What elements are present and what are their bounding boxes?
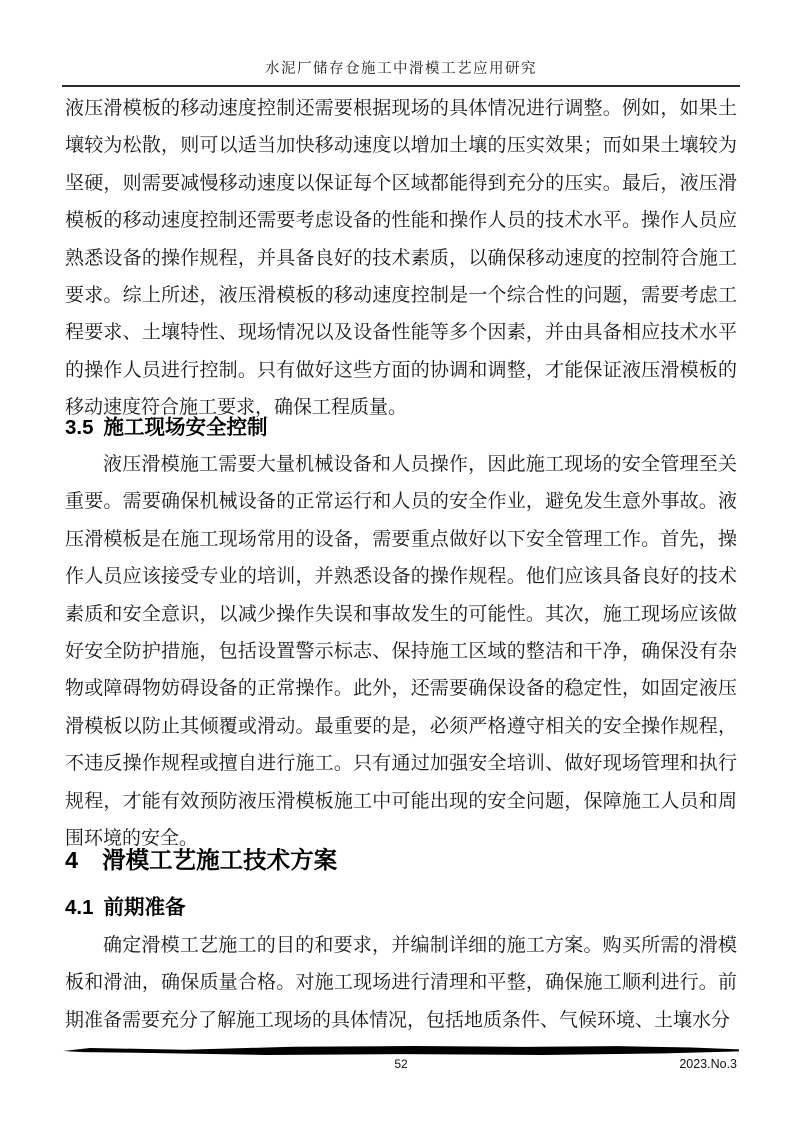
text-line: 好安全防护措施，包括设置警示标志、保持施工区域的整洁和干净，确保没有杂 xyxy=(65,640,737,662)
text-line: 移动速度符合施工要求，确保工程质量。 xyxy=(65,397,408,419)
footer-bar xyxy=(63,1046,739,1055)
text-line: 作人员应该接受专业的培训，并熟悉设备的操作规程。他们应该具备良好的技术 xyxy=(65,566,737,588)
text-line: 围环境的安全。 xyxy=(65,827,199,849)
text-line: 滑模板以防止其倾覆或滑动。最重要的是，必须严格遵守相关的安全操作规程， xyxy=(65,715,737,737)
page-number: 52 xyxy=(394,1057,408,1071)
chapter-heading-4 xyxy=(65,841,337,875)
text-line: 熟悉设备的操作规程，并具备良好的技术素质，以确保移动速度的控制符合施工 xyxy=(65,247,737,269)
section-title: 前期准备 xyxy=(103,896,186,919)
text-line: 重要。需要确保机械设备的正常运行和人员的安全作业，避免发生意外事故。液 xyxy=(65,491,737,513)
section-heading-4-1 xyxy=(65,890,186,920)
header-rule xyxy=(62,85,740,87)
text-line: 板和滑油，确保质量合格。对施工现场进行清理和平整，确保施工顺利进行。前 xyxy=(65,972,737,994)
text-line: 模板的移动速度控制还需要考虑设备的性能和操作人员的技术水平。操作人员应 xyxy=(65,210,737,232)
text-line: 确定滑模工艺施工的目的和要求，并编制详细的施工方案。购买所需的滑模 xyxy=(103,935,737,956)
text-line: 物或障碍物妨碍设备的正常操作。此外，还需要确保设备的稳定性，如固定液压 xyxy=(65,678,737,700)
text-line: 程要求、土壤特性、现场情况以及设备性能等多个因素，并由具备相应技术水平 xyxy=(65,322,737,344)
paragraph-preparation xyxy=(65,927,737,1039)
text-line: 坚硬，则需要减慢移动速度以保证每个区域都能得到充分的压实。最后，液压滑 xyxy=(65,172,737,194)
text-line: 压滑模板是在施工现场常用的设备，需要重点做好以下安全管理工作。首先，操 xyxy=(65,528,737,550)
section-number: 3.5 xyxy=(65,416,94,439)
text-line: 规程，才能有效预防液压滑模板施工中可能出现的安全问题，保障施工人员和周 xyxy=(65,790,737,812)
section-title: 施工现场安全控制 xyxy=(103,416,268,439)
text-line: 期准备需要充分了解施工现场的具体情况，包括地质条件、气候环境、土壤水分 xyxy=(65,1009,731,1031)
text-line: 素质和安全意识，以减少操作失误和事故发生的可能性。其次，施工现场应该做 xyxy=(65,603,737,625)
text-line: 不违反操作规程或擅自进行施工。只有通过加强安全培训、做好现场管理和执行 xyxy=(65,753,737,775)
section-heading-3-5 xyxy=(65,410,268,440)
section-number: 4.1 xyxy=(65,896,94,919)
text-line: 要求。综上所述，液压滑模板的移动速度控制是一个综合性的问题，需要考虑工 xyxy=(65,284,737,306)
text-line: 壤较为松散，则可以适当加快移动速度以增加土壤的压实效果；而如果土壤较为 xyxy=(65,135,737,157)
issue-label: 2023.No.3 xyxy=(679,1057,737,1071)
chapter-title: 滑模工艺施工技术方案 xyxy=(102,847,338,873)
text-line: 的操作人员进行控制。只有做好这些方面的协调和调整，才能保证液压滑模板的 xyxy=(65,359,737,381)
chapter-number: 4 xyxy=(65,847,79,873)
paragraph-speed-control xyxy=(65,90,737,427)
paragraph-site-safety xyxy=(65,446,737,857)
running-head-title: 水泥厂储存仓施工中滑模工艺应用研究 xyxy=(265,61,537,77)
text-line: 液压滑模施工需要大量机械设备和人员操作，因此施工现场的安全管理至关 xyxy=(103,454,737,475)
text-line: 液压滑模板的移动速度控制还需要根据现场的具体情况进行调整。例如，如果土 xyxy=(65,98,737,119)
